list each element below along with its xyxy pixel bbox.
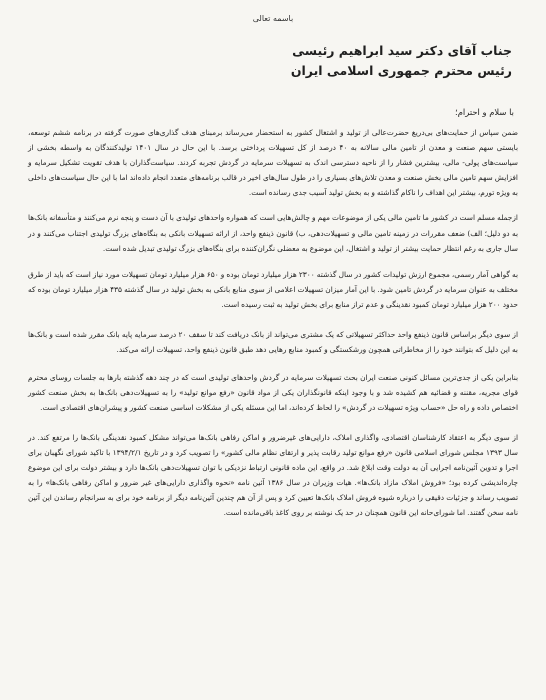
body-paragraph-1: ضمن سپاس از حمایت‌های بی‌دریغ حضرت‌عالی از تولید و اشتغال کشور به استحضار می‌رساند برمبنای هدف گذاری‌های صورت گرفته در برنامه ششم توسعه، بایستی سهم صنعت و معدن از تامین مالی سالانه به ۴۰ درصد از کل تسهیلات پرداختی برسد. با این حال در سال ۱۴۰۱ تولیدکنندگان به واسطه بخشی از سیاست‌های پولی- مالی، بیشترین فشار را از ناحیه دسترسی اندک به تسهیلات سرمایه در گردش تجربه کردند. سیاست‌گذاران با هدف تقویت تشکیل سرمایه و افزایش سهم تامین مالی بخش صنعت و معدن تلاش‌های بسیاری را در طول سال‌های اخیر در قالب برنامه‌های متعدد انجام دادەاند اما با این حال سیاست‌های داخلی به ویژه تورم، بیشتر این اهداف را ناکام گذاشته و به بخش تولید آسیب جدی رسانده است.: [28, 128, 518, 198]
body-paragraph-5: بنابراین یکی از جدی‌ترین مسائل کنونی صنعت ایران بحث تسهیلات سرمایه در گردش واحدهای تولیدی است که در چند دهه گذشته بارها به جلسات روسای محترم قوای مجریه، مقننه و قضائیه هم کشیده شد و با وجود اینکه قانونگذاران یکی از مواد قانون «رفع موانع تولید» را به تسهیلات‌دهی بانک‌ها به بخش صنعت کشور اختصاص داده و راه حل «حساب ویژه تسهیلات در گردش» را لحاظ کرده‌اند، اما این مسئله یکی از مشکلات اساسی صنعت کشور و پیشران‌های اقتصادی است.: [28, 373, 518, 413]
body-paragraph-4: از سوی دیگر براساس قانون ذینفع واحد حداکثر تسهیلاتی که یک مشتری می‌تواند از بانک دریافت کند تا سقف ۲۰ درصد سرمایه پایه بانک مقرر شده است و بانک‌ها به این دلیل که بتوانند خود را از مخاطراتی همچون ورشکستگی و کمبود منابع رهایی دهد طبق قانون ذینفع واحد، تسهیلات ارائه می‌کند.: [28, 330, 518, 355]
body-paragraph-2: ازجمله مسلم است در کشور ما تامین مالی یکی از موضوعات مهم و چالش‌هایی است که همواره واحدهای تولیدی با آن دست و پنجه نرم می‌کنند و متأسفانه بانک‌ها به دو دلیل؛ الف) ضعف مقررات در زمینه تامین مالی و تسهیلات‌دهی، ب) قانون ذینفع واحد، از ارائه تسهیلات بانکی به بنگاه‌های بزرگ تولیدی اجتناب می‌کنند و در سال جاری به رغم انتظار حمایت بیشتر از تولید و اشتغال، این موضوع به معضلی نگران‌کننده برای بنگاه‌های بزرگ تولیدی تبدیل شده است.: [28, 213, 518, 253]
letter-invocation: باسمه تعالی: [252, 14, 294, 23]
body-paragraph-6: از سوی دیگر به اعتقاد کارشناسان اقتصادی، واگذاری املاک، دارایی‌های غیرضرور و اماکن رفاهی بانک‌ها می‌تواند مشکل کمبود نقدینگی بانک‌ها را مرتفع کند. در سال ۱۳۹۳ مجلس شورای اسلامی قانون «رفع موانع تولید رقابت پذیر و ارتقای نظام مالی کشور» را تصویب کرد و در تاریخ ۱۳۹۴/۲/۱ با تاکید شورای نگهبان برای اجرا و تدوین آئین‌نامه اجرایی آن به دولت وقت ابلاغ شد. در واقع، این ماده قانونی ارتباط نزدیکی با توان تسهیلات‌دهی بانک‌ها دارد و بیشتر دولت برای این موضوع چاره‌اندیشی کرده بود؛ «فروش املاک مازاد بانک‌ها». هیات وزیران در سال ۱۳۸۶ آئین نامه «نحوه واگذاری دارایی‌های غیر ضرور و اماکن رفاهی بانک‌ها» را به تصویب رساند و جزئیات دقیقی را درباره شیوه فروش املاک بانک‌ها تعیین کرد و پس از آن هم چندین آئین‌نامه دیگر از برنامه خود برای به سرانجام رساندن این آئین نامه سخن گفتند. اما شورای‌حانه این قانون همچنان در حد یک نوشته بر روی کاغذ باقی‌مانده است.: [28, 432, 518, 517]
body-paragraph-3: به گواهی آمار رسمی، مجموع ارزش تولیدات کشور در سال گذشته ۲۳۰۰ هزار میلیارد تومان بوده و ۶۵۰ هزار میلیارد تومان تسهیلات مورد نیاز است که باید از طرق مختلف به عنوان سرمایه در گردش تامین شود. با این آمار میزان تسهیلات اعلامی از سوی منابع بانکی به بخش تولید در سال گذشته ۴۳۵ هزار میلیارد تومان بوده که حدود ۲۰۰ هزار میلیارد تومان کمبود نقدینگی و عدم تراز منابع برای بخش تولید به ثبت رسیده است.: [28, 269, 518, 309]
salutation: با سلام و احترام؛: [455, 107, 514, 117]
addressee-title: رئیس محترم جمهوری اسلامی ایران: [290, 63, 512, 78]
addressee-name: جناب آقای دکتر سید ابراهیم رئیسی: [292, 43, 512, 58]
